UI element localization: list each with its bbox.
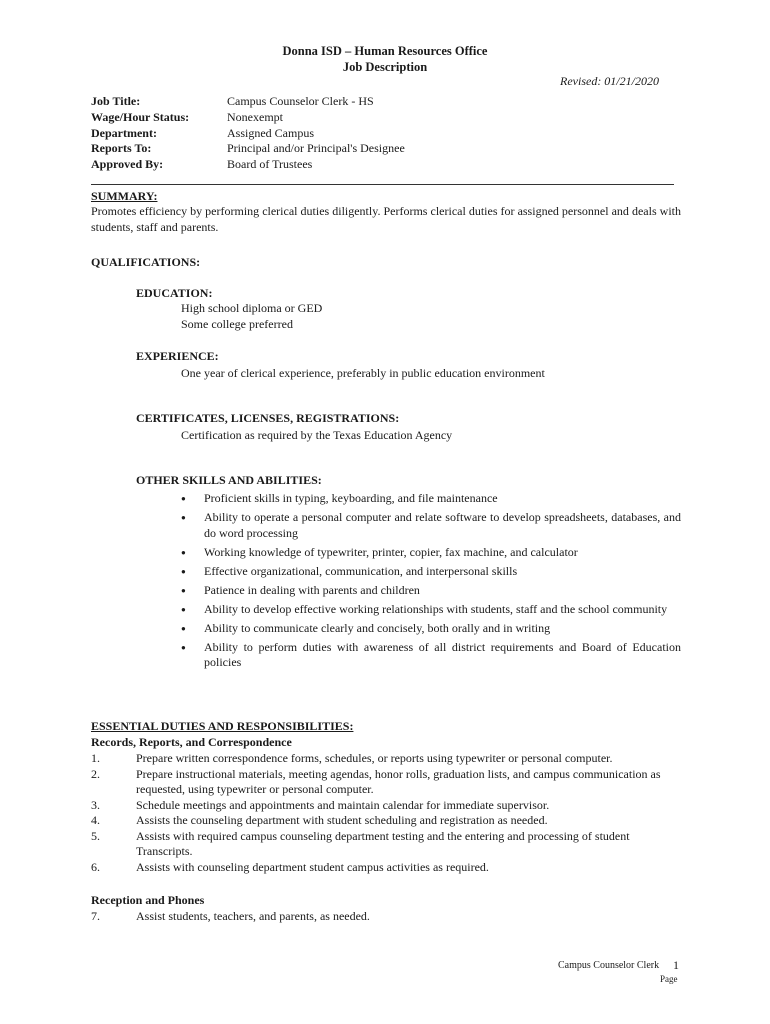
divider-line [91,184,674,185]
certificates-text: Certification as required by the Texas Education Agency [181,428,453,442]
info-label: Department: [91,125,157,140]
footer-page-label: Page [660,974,678,984]
item-text: Schedule meetings and appointments and maintain calendar for immediate supervisor. [136,797,550,812]
list-item [91,813,681,829]
document-subtitle: Job Description [342,60,428,74]
job-info-table [91,94,405,173]
info-value: Assigned Campus [227,125,314,140]
education-heading: EDUCATION: [136,286,213,300]
education-line: Some college preferred [181,317,293,331]
list-item: ● Ability to perform duties with awareness of all district requirements and Board of Education policies [181,640,681,671]
reception-list [91,909,681,925]
item-text: Prepare written correspondence forms, schedules, or reports using typewriter or personal computer. [136,751,613,765]
list-item: ● Patience in dealing with parents and children [181,583,681,599]
footer-page-number: 1 [673,958,679,972]
reception-heading: Reception and Phones [91,893,205,907]
document-title: Donna ISD – Human Resources Office [282,44,488,58]
summary-heading: SUMMARY: [91,189,158,203]
education-line: High school diploma or GED [181,301,323,315]
experience-heading: EXPERIENCE: [136,349,219,363]
list-item: ● Working knowledge of typewriter, printer, copier, fax machine, and calculator [181,545,681,561]
info-row [91,110,405,126]
list-item [91,767,681,798]
item-text: Assists the counseling department with student scheduling and registration as needed. [136,813,548,827]
records-list [91,751,681,875]
info-label: Reports To: [91,141,152,156]
item-text: Assists with counseling department student campus activities as required. [136,859,489,874]
list-item [91,798,681,814]
info-row [91,157,405,173]
list-item: ● Effective organizational, communication, and interpersonal skills [181,564,681,580]
info-row [91,126,405,142]
item-text: Assists with required campus counseling department testing and the entering and processing of student Transcripts. [136,828,630,858]
info-value: Campus Counselor Clerk - HS [227,94,374,108]
list-item [91,751,681,767]
info-value: Principal and/or Principal's Designee [227,141,405,156]
list-item: ● Proficient skills in typing, keyboarding, and file maintenance [181,491,681,507]
summary-text: Promotes efficiency by performing clerical duties diligently. Performs clerical duties for assigned personnel and deals with students, staff and parents. [91,204,681,234]
list-item: ● Ability to operate a personal computer and relate software to develop spreadsheets, databases, and do word processing [181,510,681,541]
item-text: Assist students, teachers, and parents, as needed. [136,909,370,923]
list-item [91,829,681,860]
item-number: 6. [91,859,100,874]
item-number: 3. [91,797,100,812]
duties-heading: ESSENTIAL DUTIES AND RESPONSIBILITIES: [91,719,354,733]
revised-date: Revised: 01/21/2020 [560,74,659,88]
item-number: 5. [91,828,100,843]
list-item: ● Ability to develop effective working relationships with students, staff and the school community [181,602,681,618]
item-text: Prepare instructional materials, meeting agendas, honor rolls, graduation lists, and campus communication as requested, using typewriter or personal computer. [136,766,661,796]
info-row [91,141,405,157]
footer-doc-name: Campus Counselor Clerk [558,960,660,971]
info-label: Job Title: [91,94,141,108]
skills-heading: OTHER SKILLS AND ABILITIES: [136,473,322,487]
list-item [91,909,681,925]
item-number: 7. [91,909,100,923]
info-value: Board of Trustees [227,157,313,172]
item-number: 1. [91,751,100,765]
list-item [91,860,681,876]
skills-list [181,491,681,674]
item-number: 2. [91,766,100,781]
info-label: Approved By: [91,157,164,172]
records-heading: Records, Reports, and Correspondence [91,735,292,749]
qualifications-heading: QUALIFICATIONS: [91,255,201,269]
certificates-heading: CERTIFICATES, LICENSES, REGISTRATIONS: [136,411,400,425]
list-item: ● Ability to communicate clearly and concisely, both orally and in writing [181,621,681,637]
item-number: 4. [91,813,100,827]
info-value: Nonexempt [227,109,283,124]
experience-text: One year of clerical experience, preferably in public education environment [181,366,545,380]
info-label: Wage/Hour Status: [91,109,190,124]
info-row [91,94,405,110]
